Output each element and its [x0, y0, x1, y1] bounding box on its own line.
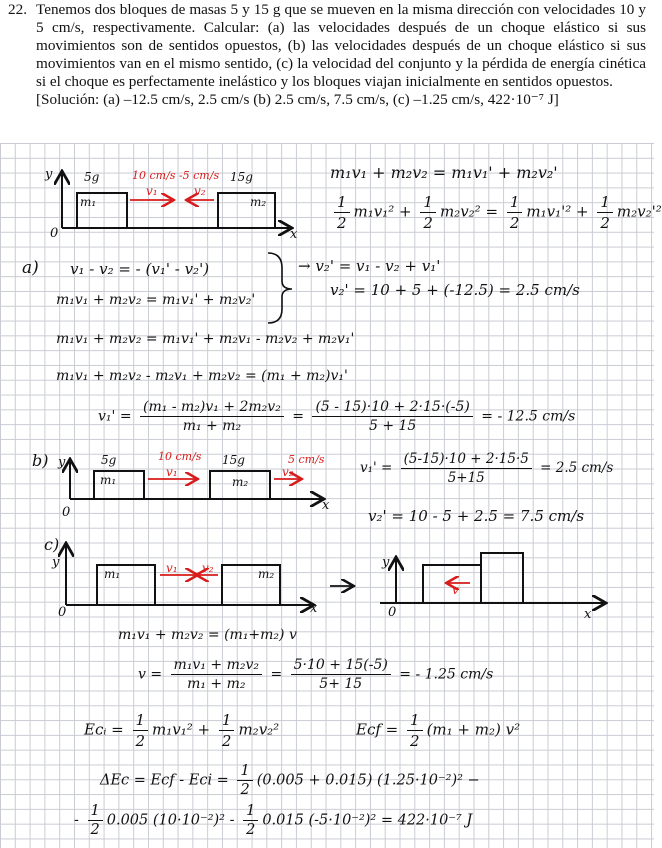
part-b-v2: v₂ [282, 465, 294, 479]
handwritten-notes [0, 143, 662, 848]
part-c-delta-ec: ΔEc = Ecf - Eci = $\frac{1}{2}$ (0.005 + 0.015) (1.25·10⁻²)² − [100, 763, 480, 798]
part-a-eq3: → v₂' = v₁ - v₂ + v₁' [298, 257, 441, 275]
energy-frac-1: $\frac{1}{2}$ [334, 193, 350, 232]
diagram-1-mass1-top: 5g [84, 170, 100, 184]
part-b-mass2-label: m₂ [232, 475, 249, 489]
energy-frac-3: $\frac{1}{2}$ [507, 193, 523, 232]
problem-text: Tenemos dos bloques de masas 5 y 15 g que se mueven en la misma dirección con velocidades 10 y 5 cm/s, respectivamente. Calcular: (a) las velocidades después de un choque elástico si sus movimientos son de sentidos opuestos, (b) las velocidades después de un choque elástico si sus movimientos van en el mismo sentido, (c) la velocidad del conjunto y la pérdida de energía cinética si el choque es perfectamente inelástico y los bloques viajan inicialmente en sentidos opuestos. [36, 1, 646, 90]
momentum-equation: m₁v₁ + m₂v₂ = m₁v₁' + m₂v₂' [330, 163, 558, 182]
part-b-label: b) [32, 451, 49, 470]
part-b-eq1: v₁' = $\frac{(5-15)\cdot 10 + 2\cdot 15\cdot 5}{5+15}$ = 2.5 cm/s [360, 451, 614, 486]
part-c-delta2-frac-2: $\frac{1}{2}$ [243, 803, 258, 838]
energy-frac-4: $\frac{1}{2}$ [597, 193, 613, 232]
diagram-1-origin: 0 [50, 226, 59, 241]
part-a-eq1: v₁ - v₂ = - (v₁' - v₂') [70, 260, 210, 278]
part-a-eq5: m₁v₁ + m₂v₂ = m₁v₁' + m₂v₁ - m₂v₂ + m₂v₁' [56, 331, 355, 347]
problem-statement [0, 0, 654, 142]
part-c-delta-frac: $\frac{1}{2}$ [237, 763, 252, 798]
problem-number: 22. [8, 1, 27, 18]
problem-solution: [Solución: (a) –12.5 cm/s, 2.5 cm/s (b) 2.5 cm/s, 7.5 cm/s, (c) –1.25 cm/s, 422·10⁻⁷ J] [36, 90, 559, 108]
part-b-eq2: v₂' = 10 - 5 + 2.5 = 7.5 cm/s [368, 507, 585, 525]
part-b-v1: v₁ [166, 465, 178, 479]
part-a-eq2: m₁v₁ + m₂v₂ = m₁v₁' + m₂v₂' [56, 292, 256, 308]
part-b-eq1-frac: $\frac{(5-15)\cdot 10 + 2\cdot 15\cdot 5}{5+15}$ [401, 451, 532, 486]
diagram-1-mass2-label: m₂ [250, 195, 267, 209]
diagram-1-y-label: y [45, 167, 53, 182]
part-a-eq4: v₂' = 10 + 5 + (-12.5) = 2.5 cm/s [330, 281, 580, 299]
part-c-delta-ec-line2: - $\frac{1}{2}$ 0.005 (10·10⁻²)² - $\frac{1}{2}$ 0.015 (-5·10⁻²)² = 422·10⁻⁷ J [74, 803, 473, 838]
part-b-mass1-top: 5g [101, 453, 117, 467]
part-a-eq7-frac-1: $\frac{\text{(m₁ - m₂)v₁ + 2m₂v₂}}{\text{m₁ + m₂}}$ [140, 399, 284, 434]
part-c-eq2-frac-2: $\frac{5\cdot 10 + 15(-5)}{5+ 15}$ [291, 657, 391, 692]
part-c-eq2-frac-1: $\frac{\text{m₁v₁ + m₂v₂}}{\text{m₁ + m₂}}$ [171, 657, 262, 692]
part-c-v2: v₂ [202, 561, 214, 575]
part-c-mass1-label: m₁ [104, 567, 121, 581]
part-a-label: a) [22, 258, 39, 278]
part-c-eci-frac-1: $\frac{1}{2}$ [133, 711, 149, 750]
part-c-after-x-label: x [584, 607, 592, 622]
part-a-eq6: m₁v₁ + m₂v₂ - m₂v₁ + m₂v₂ = (m₁ + m₂)v₁' [56, 368, 348, 384]
energy-equation: $\frac{1}{2}$ m₁v₁² + $\frac{1}{2}$ m₂v₂² = $\frac{1}{2}$ m₁v₁'² + $\frac{1}{2}$ m₂v₂'² [330, 193, 662, 232]
diagram-1-v2: v₂ [194, 184, 206, 198]
diagram-1-v1: v₁ [146, 184, 158, 198]
diagram-1-mass2-top: 15g [230, 170, 253, 184]
part-b-speed1: 10 cm/s [158, 450, 202, 463]
part-c-delta2-frac-1: $\frac{1}{2}$ [88, 803, 103, 838]
part-c-after-y-label: y [382, 555, 390, 570]
part-c-origin: 0 [58, 605, 67, 620]
diagram-1-block-m2 [218, 193, 275, 228]
part-b-x-label: x [322, 498, 330, 513]
part-c-y-label: y [52, 555, 60, 570]
part-b-mass1-label: m₁ [100, 473, 117, 487]
part-c-eq2: v = $\frac{\text{m₁v₁ + m₂v₂}}{\text{m₁ + m₂}}$ = $\frac{5\cdot 10 + 15(-5)}{5+ 15}$ = - 1.25 cm/s [138, 657, 494, 692]
diagram-1-speeds: 10 cm/s -5 cm/s [132, 169, 220, 182]
diagram-c-after [380, 553, 604, 603]
part-c-x-label: x [310, 601, 318, 616]
part-a-eq7-frac-2: $\frac{(5 - 15)\cdot 10 + 2\cdot 15\cdot(-5)}{5 + 15}$ [312, 399, 472, 434]
part-c-ecf: Eᴄf = $\frac{1}{2}$ (m₁ + m₂) v² [356, 711, 521, 750]
part-b-origin: 0 [62, 505, 71, 520]
part-c-eq1: m₁v₁ + m₂v₂ = (m₁+m₂) v [118, 627, 297, 643]
part-b-speed2: 5 cm/s [288, 453, 325, 466]
part-b-mass2-top: 15g [222, 453, 245, 467]
diagram-1-mass1-label: m₁ [80, 195, 97, 209]
part-c-after-origin: 0 [388, 605, 397, 620]
part-c-mass2-label: m₂ [258, 567, 275, 581]
part-b-y-label: y [58, 455, 66, 470]
part-c-v1: v₁ [166, 561, 178, 575]
part-a-eq7: v₁' = $\frac{\text{(m₁ - m₂)v₁ + 2m₂v₂}}{\text{m₁ + m₂}}$ = $\frac{(5 - 15)\cdot 10 + 2\cdot 15\cdot(-5)}{5 + 15}$ = - 12.5 cm/s [98, 399, 576, 434]
diagram-c-after-block-m2 [481, 553, 523, 603]
part-c-label: c) [44, 535, 60, 554]
diagram-1-x-label: x [290, 227, 298, 242]
part-a-brace [268, 253, 292, 323]
part-c-after-v: v [452, 583, 459, 597]
part-c-ecf-frac: $\frac{1}{2}$ [407, 711, 423, 750]
part-c-eci-frac-2: $\frac{1}{2}$ [219, 711, 235, 750]
part-c-eci: Eᴄᵢ = $\frac{1}{2}$ m₁v₁² + $\frac{1}{2}$ m₂v₂² [84, 711, 280, 750]
energy-frac-2: $\frac{1}{2}$ [420, 193, 436, 232]
